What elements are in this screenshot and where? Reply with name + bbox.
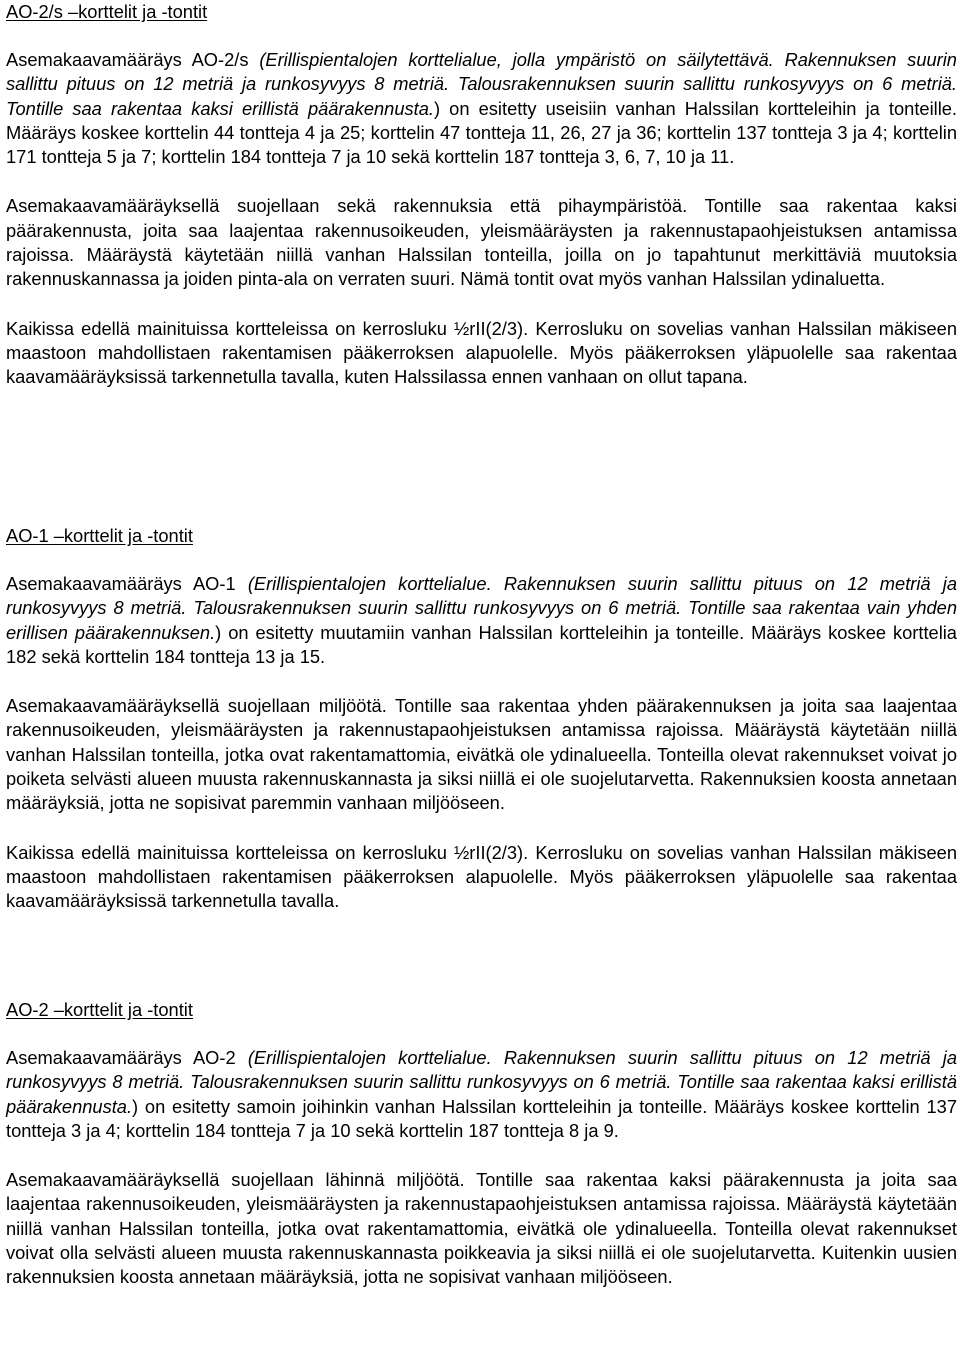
intro-italic: (Erillispientalojen korttelialue, jolla ympäristö on säilytettävä. Rakennuksen suurin sallittu pituus on 12 metriä ja runkosyvyys 8 metriä. Talousrakennuksen suurin sallittu runkosyvyys on 6 metriä. Tontille saa rakentaa kaksi erillistä päärakennusta. xyxy=(6,49,957,119)
intro-plain: Asemakaavamääräys AO-2 xyxy=(6,1047,248,1068)
section-ao-2 xyxy=(6,998,957,1290)
section-intro-paragraph xyxy=(6,572,957,669)
intro-rest: ) on esitetty useisiin vanhan Halssilan kortteleihin ja tonteille. Määräys koskee korttelin 44 tontteja 4 ja 25; korttelin 47 tontteja 11, 26, 27 ja 36; korttelin 137 tontteja 3 ja 4; korttelin 171 tontteja 5 ja 7; korttelin 184 tontteja 7 ja 10 sekä korttelin 187 tontteja 3, 6, 7, 10 ja 11. xyxy=(6,97,958,168)
intro-plain: Asemakaavamääräys AO-2/s xyxy=(6,49,260,70)
section-paragraph: Kaikissa edellä mainituissa kortteleissa on kerrosluku ½rII(2/3). Kerrosluku on sovelias vanhan Halssilan mäkiseen maastoon mahdollistaen rakentamisen pääkerroksen alapuolelle. Myös pääkerroksen yläpuolelle saa rakentaa kaavamääräyksissä tarkennetulla tavalla. xyxy=(6,841,957,912)
section-heading: AO-2/s –korttelit ja -tontit xyxy=(6,1,208,22)
section-heading: AO-1 –korttelit ja -tontit xyxy=(6,525,193,546)
section-ao-1 xyxy=(6,524,957,914)
section-paragraph: Asemakaavamääräyksellä suojellaan sekä rakennuksia että pihaympäristöä. Tontille saa rakentaa kaksi päärakennusta, joita saa laajentaa rakennusoikeuden, yleismääräysten ja rakennustapaohjeistuksen antamissa rajoissa. Määräystä käytetään niillä vanhan Halssilan tonteilla, joilla on jo tapahtunut merkittäviä muutoksia rakennuskannassa ja joiden pinta-ala on verraten suuri. Nämä tontit ovat myös vanhan Halssilan ydinaluetta. xyxy=(6,195,957,290)
section-intro-paragraph xyxy=(6,48,957,169)
section-paragraph: Asemakaavamääräyksellä suojellaan miljöötä. Tontille saa rakentaa yhden päärakennuksen ja joita saa laajentaa rakennusoikeuden, yleismääräysten ja rakennustapaohjeistuksen antamissa rajoissa. Määräystä käytetään niillä vanhan Halssilan tonteilla, jotka ovat rakentamattomia, eivätkä ole ydinalueella. Tonteilla olevat rakennukset voivat jo poiketa selvästi alueen muusta rakennuskannasta ja siksi niillä ei ole suojelutarvetta. Rakennuksien koosta annetaan määräyksiä, jotta ne sopisivat paremmin vanhaan miljööseen. xyxy=(6,695,957,814)
section-heading: AO-2 –korttelit ja -tontit xyxy=(6,999,193,1020)
section-ao-2s xyxy=(6,0,957,390)
section-paragraph: Kaikissa edellä mainituissa kortteleissa on kerrosluku ½rII(2/3). Kerrosluku on sovelias vanhan Halssilan mäkiseen maastoon mahdollistaen rakentamisen pääkerroksen alapuolelle. Myös pääkerroksen yläpuolelle saa rakentaa kaavamääräyksissä tarkennetulla tavalla, kuten Halssilassa ennen vanhaan on ollut tapana. xyxy=(6,317,957,388)
intro-rest: ) on esitetty muutamiin vanhan Halssilan kortteleihin ja tonteille. Määräys koskee korttelia 182 sekä korttelin 184 tontteja 13 ja 15. xyxy=(6,621,957,667)
intro-italic: (Erillispientalojen korttelialue. Rakennuksen suurin sallittu pituus on 12 metriä ja runkosyvyys 8 metriä. Talousrakennuksen suurin sallittu runkosyvyys on 6 metriä. Tontille saa rakentaa vain yhden erillisen päärakennuksen. xyxy=(6,573,957,643)
intro-italic: (Erillispientalojen korttelialue. Rakennuksen suurin sallittu pituus on 12 metriä ja runkosyvyys 8 metriä. Talousrakennuksen suurin sallittu runkosyvyys on 6 metriä. Tontille saa rakentaa kaksi erillistä päärakennusta. xyxy=(6,1047,957,1117)
section-intro-paragraph xyxy=(6,1046,957,1143)
intro-rest: ) on esitetty samoin joihinkin vanhan Halssilan kortteleihin ja tonteille. Määräys koskee korttelin 137 tontteja 3 ja 4; korttelin 184 tontteja 7 ja 10 sekä korttelin 187 tontteja 8 ja 9. xyxy=(6,1095,957,1141)
intro-plain: Asemakaavamääräys AO-1 xyxy=(6,573,248,594)
section-paragraph: Asemakaavamääräyksellä suojellaan lähinnä miljöötä. Tontille saa rakentaa kaksi päärakennusta ja joita saa laajentaa rakennusoikeuden, yleismääräysten ja rakennustapaohjeistuksen antamissa rajoissa. Määräystä käytetään niillä vanhan Halssilan tonteilla, jotka ovat rakentamattomia, eivätkä ole ydinalueella. Tonteilla olevat rakennukset voivat olla selvästi alueen muusta rakennuskannasta poikkeavia ja siksi niillä ei ole suojelutarvetta. Kuitenkin uusien rakennuksien koosta annetaan määräyksiä, jotta ne sopisivat vanhaan miljööseen. xyxy=(6,1169,957,1288)
